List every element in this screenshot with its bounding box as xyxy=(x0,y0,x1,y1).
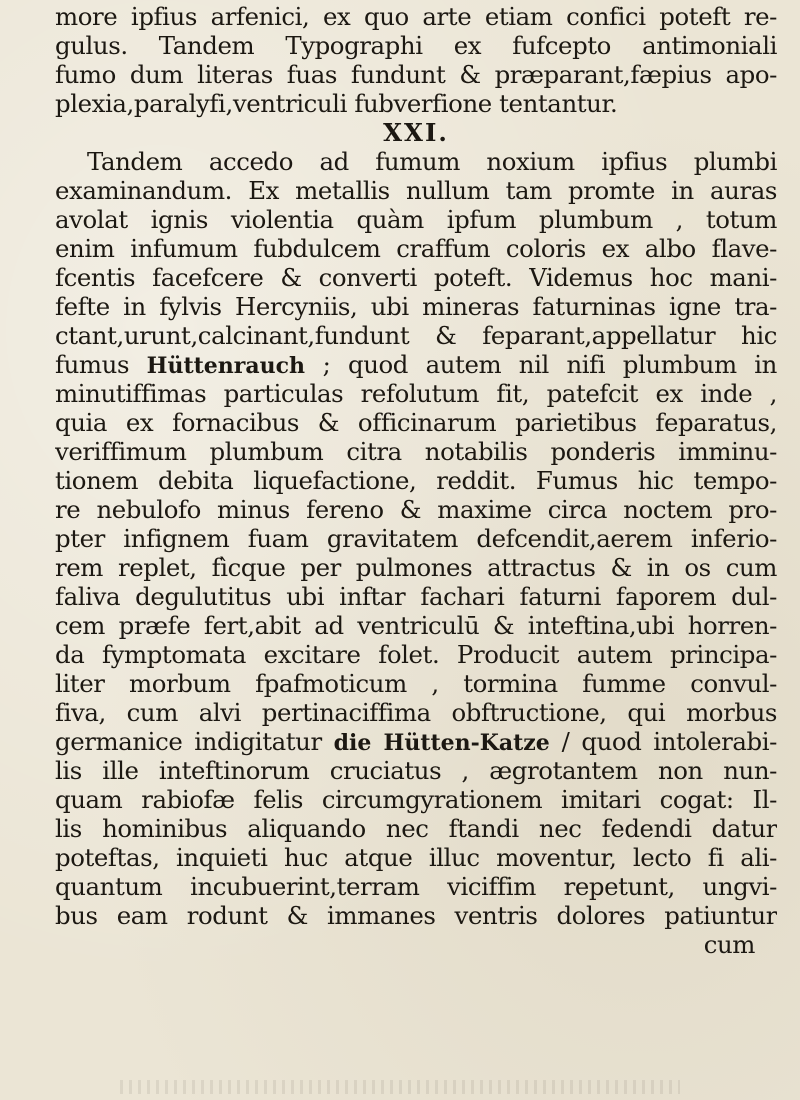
text-line: lis hominibus aliquando nec ftandi nec fedendi datur xyxy=(55,814,777,843)
text-line: enim infumum fubdulcem craffum coloris ex albo flave- xyxy=(55,234,777,263)
german-term: die Hütten-Katze xyxy=(333,730,550,756)
text-line: pter infignem fuam gravitatem defcendit,aerem inferio- xyxy=(55,524,777,553)
text-block xyxy=(55,2,777,959)
text-line: faliva degulutitus ubi inftar fachari faturni faporem dul- xyxy=(55,582,777,611)
text-line: fumo dum literas fuas fundunt & præparant,fæpius apo- xyxy=(55,60,777,89)
text-fragment: fumus xyxy=(55,350,147,379)
text-line: gulus. Tandem Typographi ex fufcepto antimoniali xyxy=(55,31,777,60)
text-line: rem replet, fìcque per pulmones attractus & in os cum xyxy=(55,553,777,582)
text-line: examinandum. Ex metallis nullum tam promte in auras xyxy=(55,176,777,205)
text-line: re nebulofo minus fereno & maxime circa noctem pro- xyxy=(55,495,777,524)
text-line: tionem debita liquefactione, reddit. Fumus hic tempo- xyxy=(55,466,777,495)
text-line: plexia,paralyfi,ventriculi fubverfione tentantur. xyxy=(55,89,618,118)
text-fragment: germanice indigitatur xyxy=(55,727,334,756)
text-fragment: / quod intolerabi- xyxy=(549,727,777,756)
text-line: fefte in fylvis Hercyniis, ubi mineras faturninas igne tra- xyxy=(55,292,777,321)
section-number: XXI. xyxy=(383,118,449,147)
text-line: poteftas, inquieti huc atque illuc moventur, lecto fi ali- xyxy=(55,843,777,872)
text-line xyxy=(55,350,777,379)
text-line: bus eam rodunt & immanes ventris dolores patiuntur xyxy=(55,901,777,930)
text-line: fcentis facefcere & converti poteft. Videmus hoc mani- xyxy=(55,263,777,292)
text-line: Tandem accedo ad fumum noxium ipfius plumbi xyxy=(87,147,777,176)
bleed-through-marks xyxy=(120,1080,680,1094)
text-line: quia ex fornacibus & officinarum parietibus feparatus, xyxy=(55,408,777,437)
text-line xyxy=(55,727,777,756)
text-fragment: ; quod autem nil nifi plumbum in xyxy=(305,350,777,379)
text-line: quantum incubuerint,terram viciffim repetunt, ungvi- xyxy=(55,872,777,901)
text-line: minutiffimas particulas refolutum fit, patefcit ex inde , xyxy=(55,379,777,408)
text-line: more ipfius arfenici, ex quo arte etiam confici poteft re- xyxy=(55,2,777,31)
catchword: cum xyxy=(703,930,755,959)
text-line: da fymptomata excitare folet. Producit autem principa- xyxy=(55,640,777,669)
text-line: quam rabiofæ felis circumgyrationem imitari cogat: Il- xyxy=(55,785,777,814)
text-line: cem præfe fert,abit ad ventriculū & inteftina,ubi horren- xyxy=(55,611,777,640)
german-term: Hüttenrauch xyxy=(146,353,306,379)
text-line: lis ille inteftinorum cruciatus , ægrotantem non nun- xyxy=(55,756,777,785)
text-line: fiva, cum alvi pertinaciffima obftructione, qui morbus xyxy=(55,698,777,727)
text-line: avolat ignis violentia quàm ipfum plumbum , totum xyxy=(55,205,777,234)
text-line: veriffimum plumbum citra notabilis ponderis imminu- xyxy=(55,437,777,466)
text-line: ctant,urunt,calcinant,fundunt & feparant,appellatur hic xyxy=(55,321,777,350)
text-line: liter morbum fpafmoticum , tormina fumme convul- xyxy=(55,669,777,698)
